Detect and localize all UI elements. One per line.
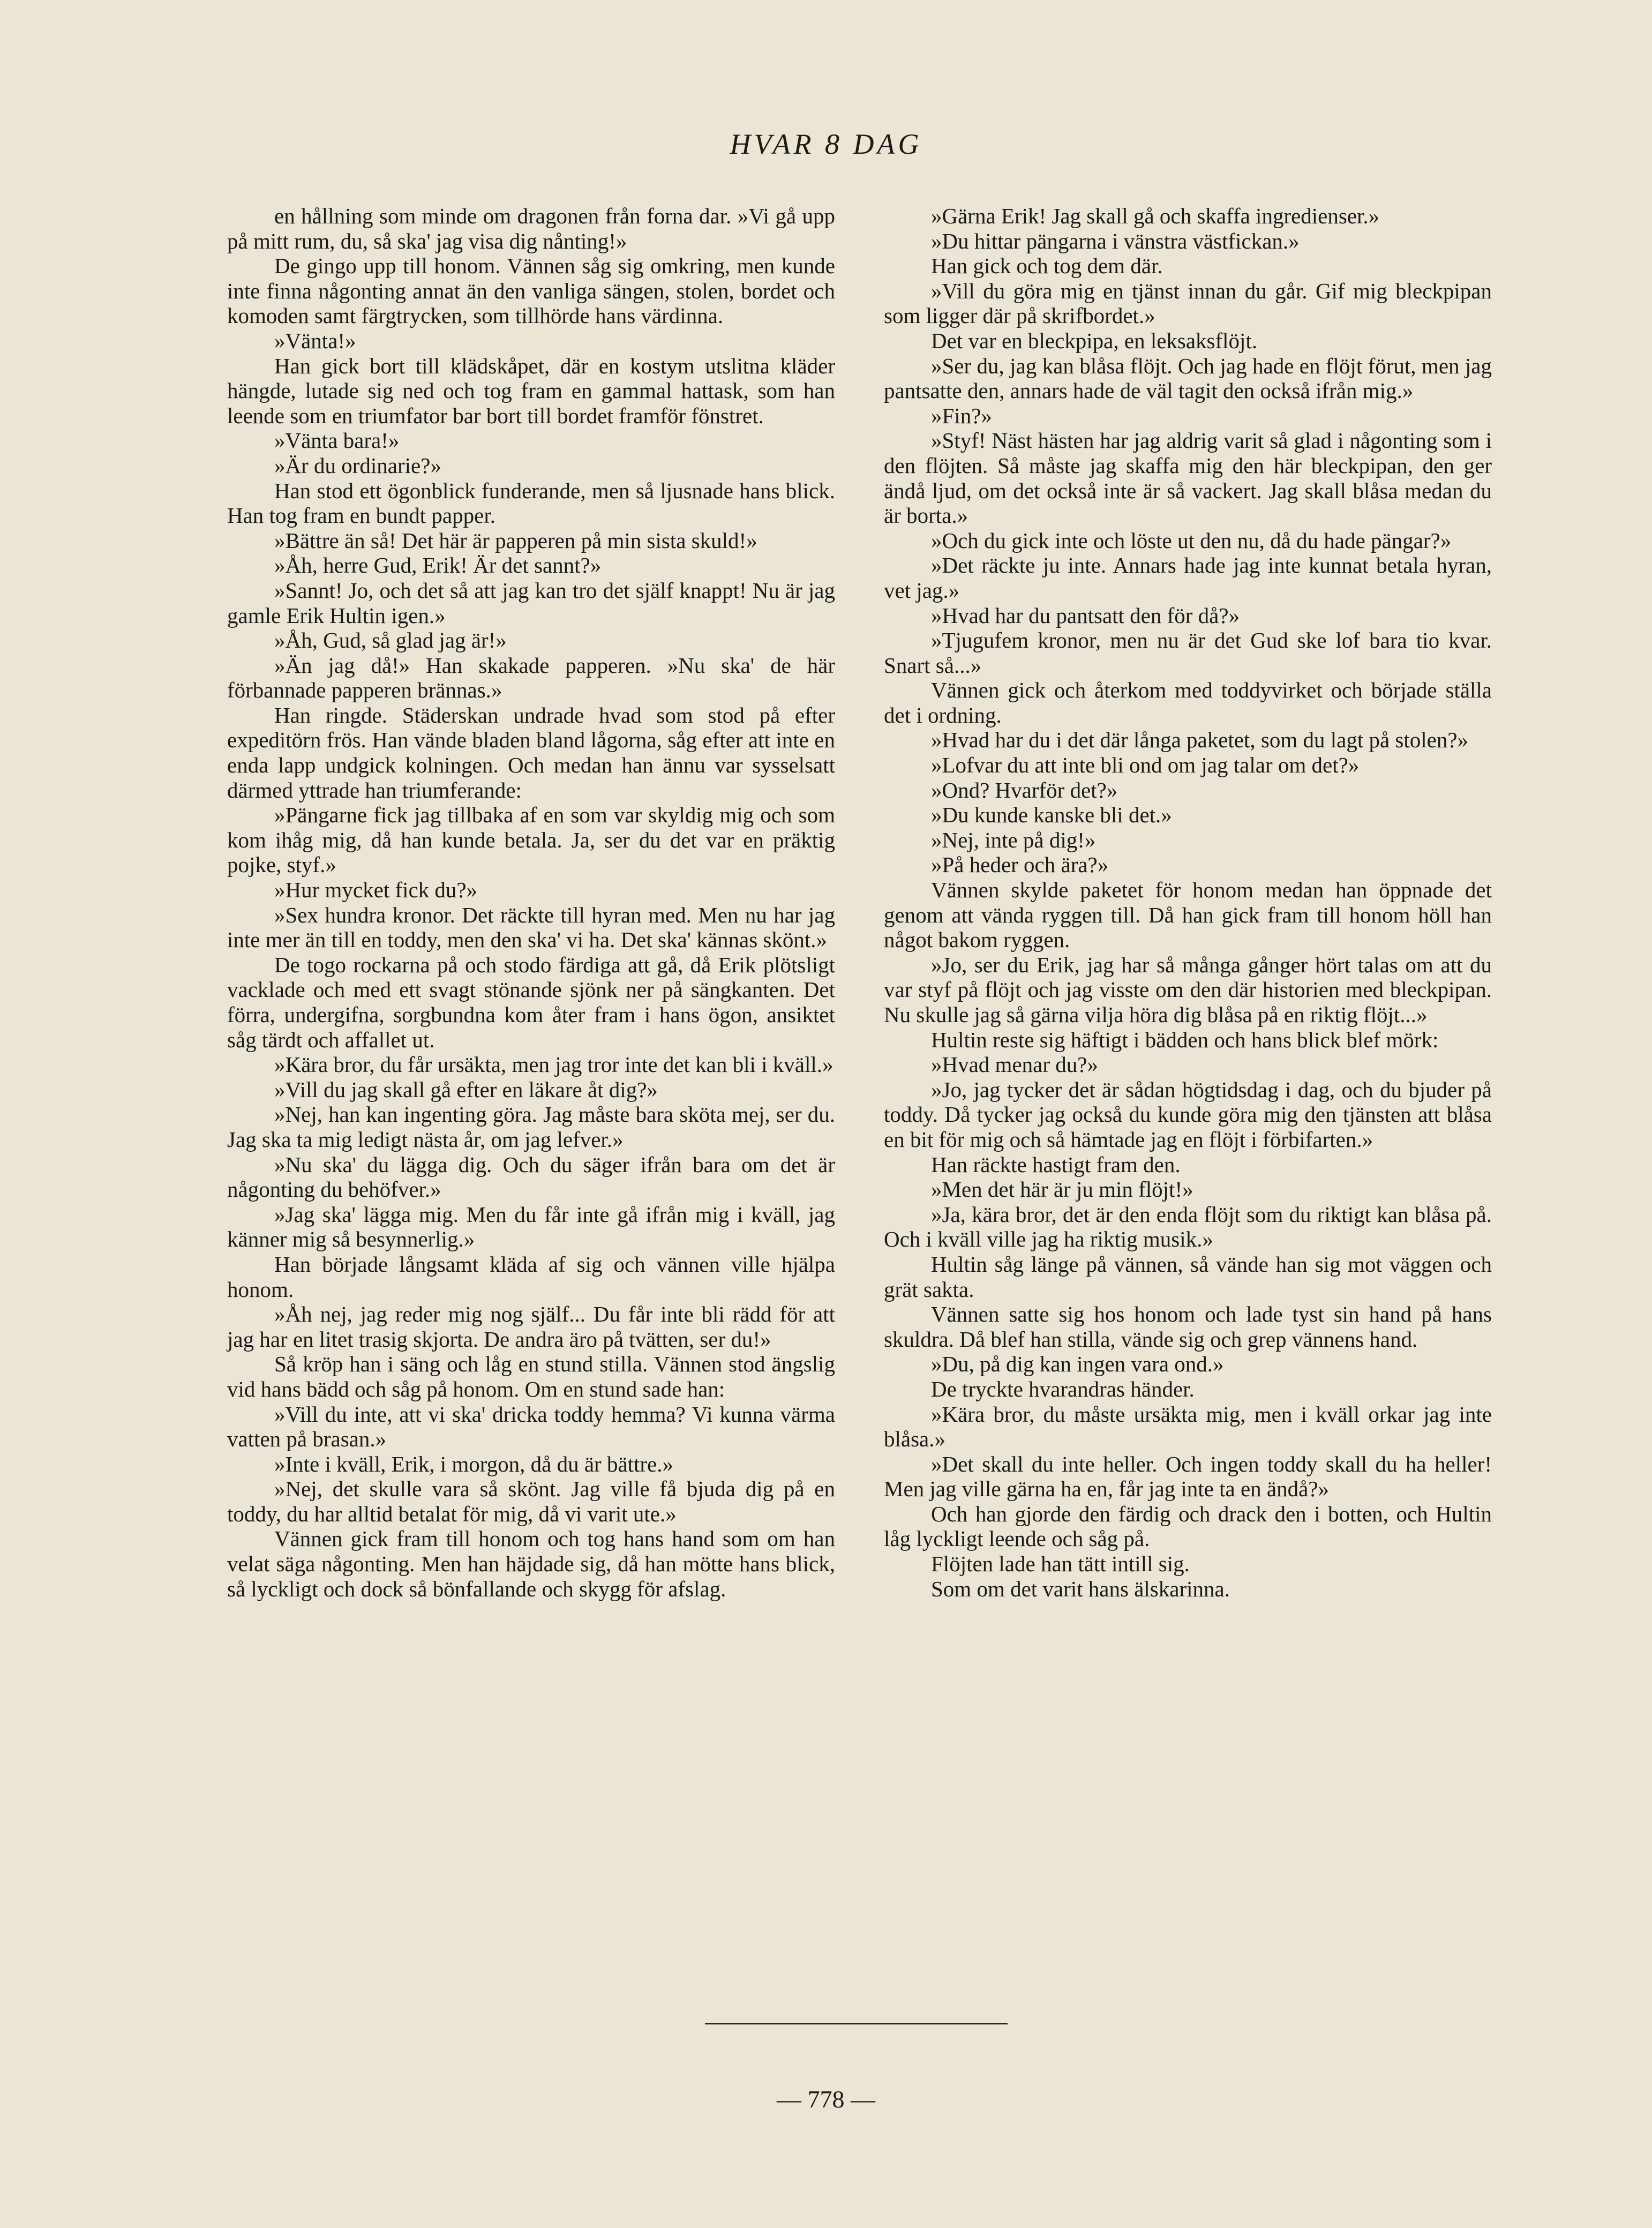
paragraph: Hultin såg länge på vännen, så vände han sig mot väggen och grät sakta. — [884, 1251, 1492, 1302]
paragraph: »Nu ska' du lägga dig. Och du säger ifrån bara om det är någonting du behöfver.» — [227, 1152, 835, 1202]
paragraph: »Men det här är ju min flöjt!» — [931, 1177, 1193, 1202]
paragraph: »Kära bror, du får ursäkta, men jag tror inte det kan bli i kväll.» — [274, 1052, 833, 1077]
page-number: — 778 — — [777, 2086, 875, 2113]
paragraph: »Du kunde kanske bli det.» — [931, 802, 1172, 828]
paragraph: Han började långsamt kläda af sig och vännen ville hjälpa honom. — [227, 1251, 835, 1302]
paragraph: »Jo, jag tycker det är sådan högtidsdag i dag, och du bjuder på toddy. Då tycker jag också du kunde göra mig den tjänsten att blåsa en bit för mig och så hämtade jag en flöjt i förbifarten.» — [884, 1077, 1492, 1152]
paragraph: »Vill du göra mig en tjänst innan du går. Gif mig bleckpipan som ligger där på skrifbordet.» — [884, 278, 1492, 328]
paragraph: Flöjten lade han tätt intill sig. — [931, 1551, 1190, 1577]
paragraph: Vännen gick fram till honom och tog hans hand som om han velat säga någonting. Men han häjdade sig, då han mötte hans blick, så lyckligt och dock så bönfallande och skygg för afslag. — [227, 1526, 835, 1601]
paragraph: »Bättre än så! Det här är papperen på min sista skuld!» — [274, 528, 757, 553]
paragraph: »Nej, det skulle vara så skönt. Jag ville få bjuda dig på en toddy, du har alltid betalat för mig, då vi varit ute.» — [227, 1476, 835, 1526]
paragraph: »Nej, han kan ingenting göra. Jag måste bara sköta mej, ser du. Jag ska ta mig ledigt nästa år, om jag lefver.» — [227, 1102, 835, 1152]
paragraph: Han gick och tog dem där. — [931, 253, 1163, 279]
paragraph: »Jo, ser du Erik, jag har så många gånger hört talas om att du var styf på flöjt och jag visste om den där historien med bleckpipan. Nu skulle jag så gärna vilja höra dig blåsa på en riktig flöjt...» — [884, 952, 1492, 1027]
paragraph: »Sex hundra kronor. Det räckte till hyran med. Men nu har jag inte mer än till en toddy, men den ska' vi ha. Det ska' kännas skönt.» — [227, 902, 835, 952]
paragraph: »Vänta!» — [274, 328, 356, 353]
paragraph: Och han gjorde den färdig och drack den i botten, och Hultin låg lyckligt leende och såg på. — [884, 1501, 1492, 1551]
paragraph: Hultin reste sig häftigt i bädden och hans blick blef mörk: — [931, 1027, 1439, 1052]
paragraph: »Lofvar du att inte bli ond om jag talar om det?» — [931, 753, 1360, 778]
paragraph: »Vänta bara!» — [274, 428, 400, 453]
paragraph: »Ond? Hvarför det?» — [931, 777, 1118, 802]
paragraph: Som om det varit hans älskarinna. — [931, 1576, 1230, 1601]
paragraph: »Sannt! Jo, och det så att jag kan tro det själf knappt! Nu är jag gamle Erik Hultin igen.» — [227, 577, 835, 628]
paragraph: »Gärna Erik! Jag skall gå och skaffa ingredienser.» — [931, 204, 1380, 228]
paragraph: »Nej, inte på dig!» — [931, 827, 1096, 852]
paragraph: en hållning som minde om dragonen från forna dar. »Vi gå upp på mitt rum, du, så ska' jag visa dig nånting!» — [227, 204, 835, 253]
paragraph: »Kära bror, du måste ursäkta mig, men i kväll orkar jag inte blåsa.» — [884, 1401, 1492, 1452]
paragraph: Vännen skylde paketet för honom medan han öppnade det genom att vända ryggen till. Då han gick fram till honom höll han något bakom ryggen. — [884, 877, 1492, 952]
paragraph: »Än jag då!» Han skakade papperen. »Nu ska' de här förbannade papperen brännas.» — [227, 652, 835, 703]
running-header: HVAR 8 DAG — [730, 128, 922, 160]
paragraph: Han gick bort till klädskåpet, där en kostym utslitna kläder hängde, lutade sig ned och tog fram en gammal hattask, som han leende som en triumfator bar bort till bordet framför fönstret. — [227, 353, 835, 428]
paragraph: »Inte i kväll, Erik, i morgon, då du är bättre.» — [274, 1451, 674, 1476]
paragraph: »Ser du, jag kan blåsa flöjt. Och jag hade en flöjt förut, men jag pantsatte den, annars hade de väl tagit den också ifrån mig.» — [884, 353, 1492, 403]
paragraph: »Fin?» — [931, 403, 992, 428]
paragraph: Han räckte hastigt fram den. — [931, 1152, 1181, 1177]
paragraph: Det var en bleckpipa, en leksaksflöjt. — [931, 328, 1258, 353]
paragraph: »Jag ska' lägga mig. Men du får inte gå ifrån mig i kväll, jag känner mig så besynnerlig.» — [227, 1202, 835, 1252]
paragraph: »Du, på dig kan ingen vara ond.» — [931, 1352, 1224, 1377]
paragraph: Vännen satte sig hos honom och lade tyst sin hand på hans skuldra. Då blef han stilla, vände sig och grep vännens hand. — [884, 1302, 1492, 1352]
paragraph: »Hur mycket fick du?» — [274, 877, 478, 903]
paragraph: »Och du gick inte och löste ut den nu, då du hade pängar?» — [931, 528, 1452, 553]
end-rule — [705, 2023, 1008, 2024]
paragraph: Vännen gick och återkom med toddyvirket och började ställa det i ordning. — [884, 678, 1492, 727]
paragraph: »Hvad menar du?» — [931, 1052, 1098, 1077]
right-column — [884, 204, 1492, 1601]
paragraph: Så kröp han i säng och låg en stund stilla. Vännen stod ängslig vid hans bädd och såg på honom. Om en stund sade han: — [227, 1352, 835, 1401]
paragraph: »Det räckte ju inte. Annars hade jag inte kunnat betala hyran, vet jag.» — [884, 553, 1492, 603]
paragraph: »Hvad har du pantsatt den för då?» — [931, 603, 1240, 628]
paragraph: »Styf! Näst hästen har jag aldrig varit så glad i någonting som i den flöjten. Så måste jag skaffa mig den här bleckpipan, den ger ändå ljud, om det också inte är så vackert. Jag skall blåsa medan du är borta.» — [884, 428, 1492, 528]
paragraph: »Du hittar pängarna i vänstra västfickan.» — [931, 228, 1300, 253]
paragraph: De togo rockarna på och stodo färdiga att gå, då Erik plötsligt vacklade och med ett svagt stönande sjönk ner på sängkanten. Det förra, undergifna, sorgbundna kom åter fram i hans ögon, ansiktet såg tärdt och affallet ut. — [227, 952, 835, 1052]
paragraph: »Det skall du inte heller. Och ingen toddy skall du ha heller! Men jag ville gärna ha en, får jag inte ta en ändå?» — [884, 1451, 1492, 1502]
paragraph: »Pängarne fick jag tillbaka af en som var skyldig mig och som kom ihåg mig, då han kunde betala. Ja, ser du det var en präktig pojke, styf.» — [227, 802, 835, 877]
paragraph: »Tjugufem kronor, men nu är det Gud ske lof bara tio kvar. Snart så...» — [884, 628, 1492, 678]
paragraph: Han stod ett ögonblick funderande, men så ljusnade hans blick. Han tog fram en bundt papper. — [227, 478, 835, 528]
paragraph: »Hvad har du i det där långa paketet, som du lagt på stolen?» — [931, 727, 1469, 753]
paragraph: »Är du ordinarie?» — [274, 453, 441, 478]
paragraph: »Åh, Gud, så glad jag är!» — [274, 628, 507, 653]
paragraph: »Åh nej, jag reder mig nog själf... Du får inte bli rädd för att jag har en litet trasig skjorta. De andra äro på tvätten, ser du!» — [227, 1302, 835, 1352]
paragraph: »Åh, herre Gud, Erik! Är det sannt?» — [274, 553, 602, 578]
paragraph: Han ringde. Städerskan undrade hvad som stod på efter expeditörn frös. Han vände bladen bland lågorna, såg efter att inte en enda lapp undgick kolningen. Och medan han ännu var sysselsatt därmed yttrade han triumferande: — [227, 702, 835, 802]
paragraph: De tryckte hvarandras händer. — [931, 1376, 1195, 1401]
paragraph: »Vill du inte, att vi ska' dricka toddy hemma? Vi kunna värma vatten på brasan.» — [227, 1401, 835, 1452]
paragraph: »På heder och ära?» — [931, 852, 1109, 877]
paragraph: De gingo upp till honom. Vännen såg sig omkring, men kunde inte finna någonting annat än den vanliga sängen, stolen, bordet och komoden samt färgtrycken, som tillhörde hans värdinna. — [227, 253, 835, 328]
paragraph: »Ja, kära bror, det är den enda flöjt som du riktigt kan blåsa på. Och i kväll ville jag ha riktig musik.» — [884, 1202, 1492, 1252]
paragraph: »Vill du jag skall gå efter en läkare åt dig?» — [274, 1077, 658, 1102]
left-column — [227, 204, 835, 1601]
